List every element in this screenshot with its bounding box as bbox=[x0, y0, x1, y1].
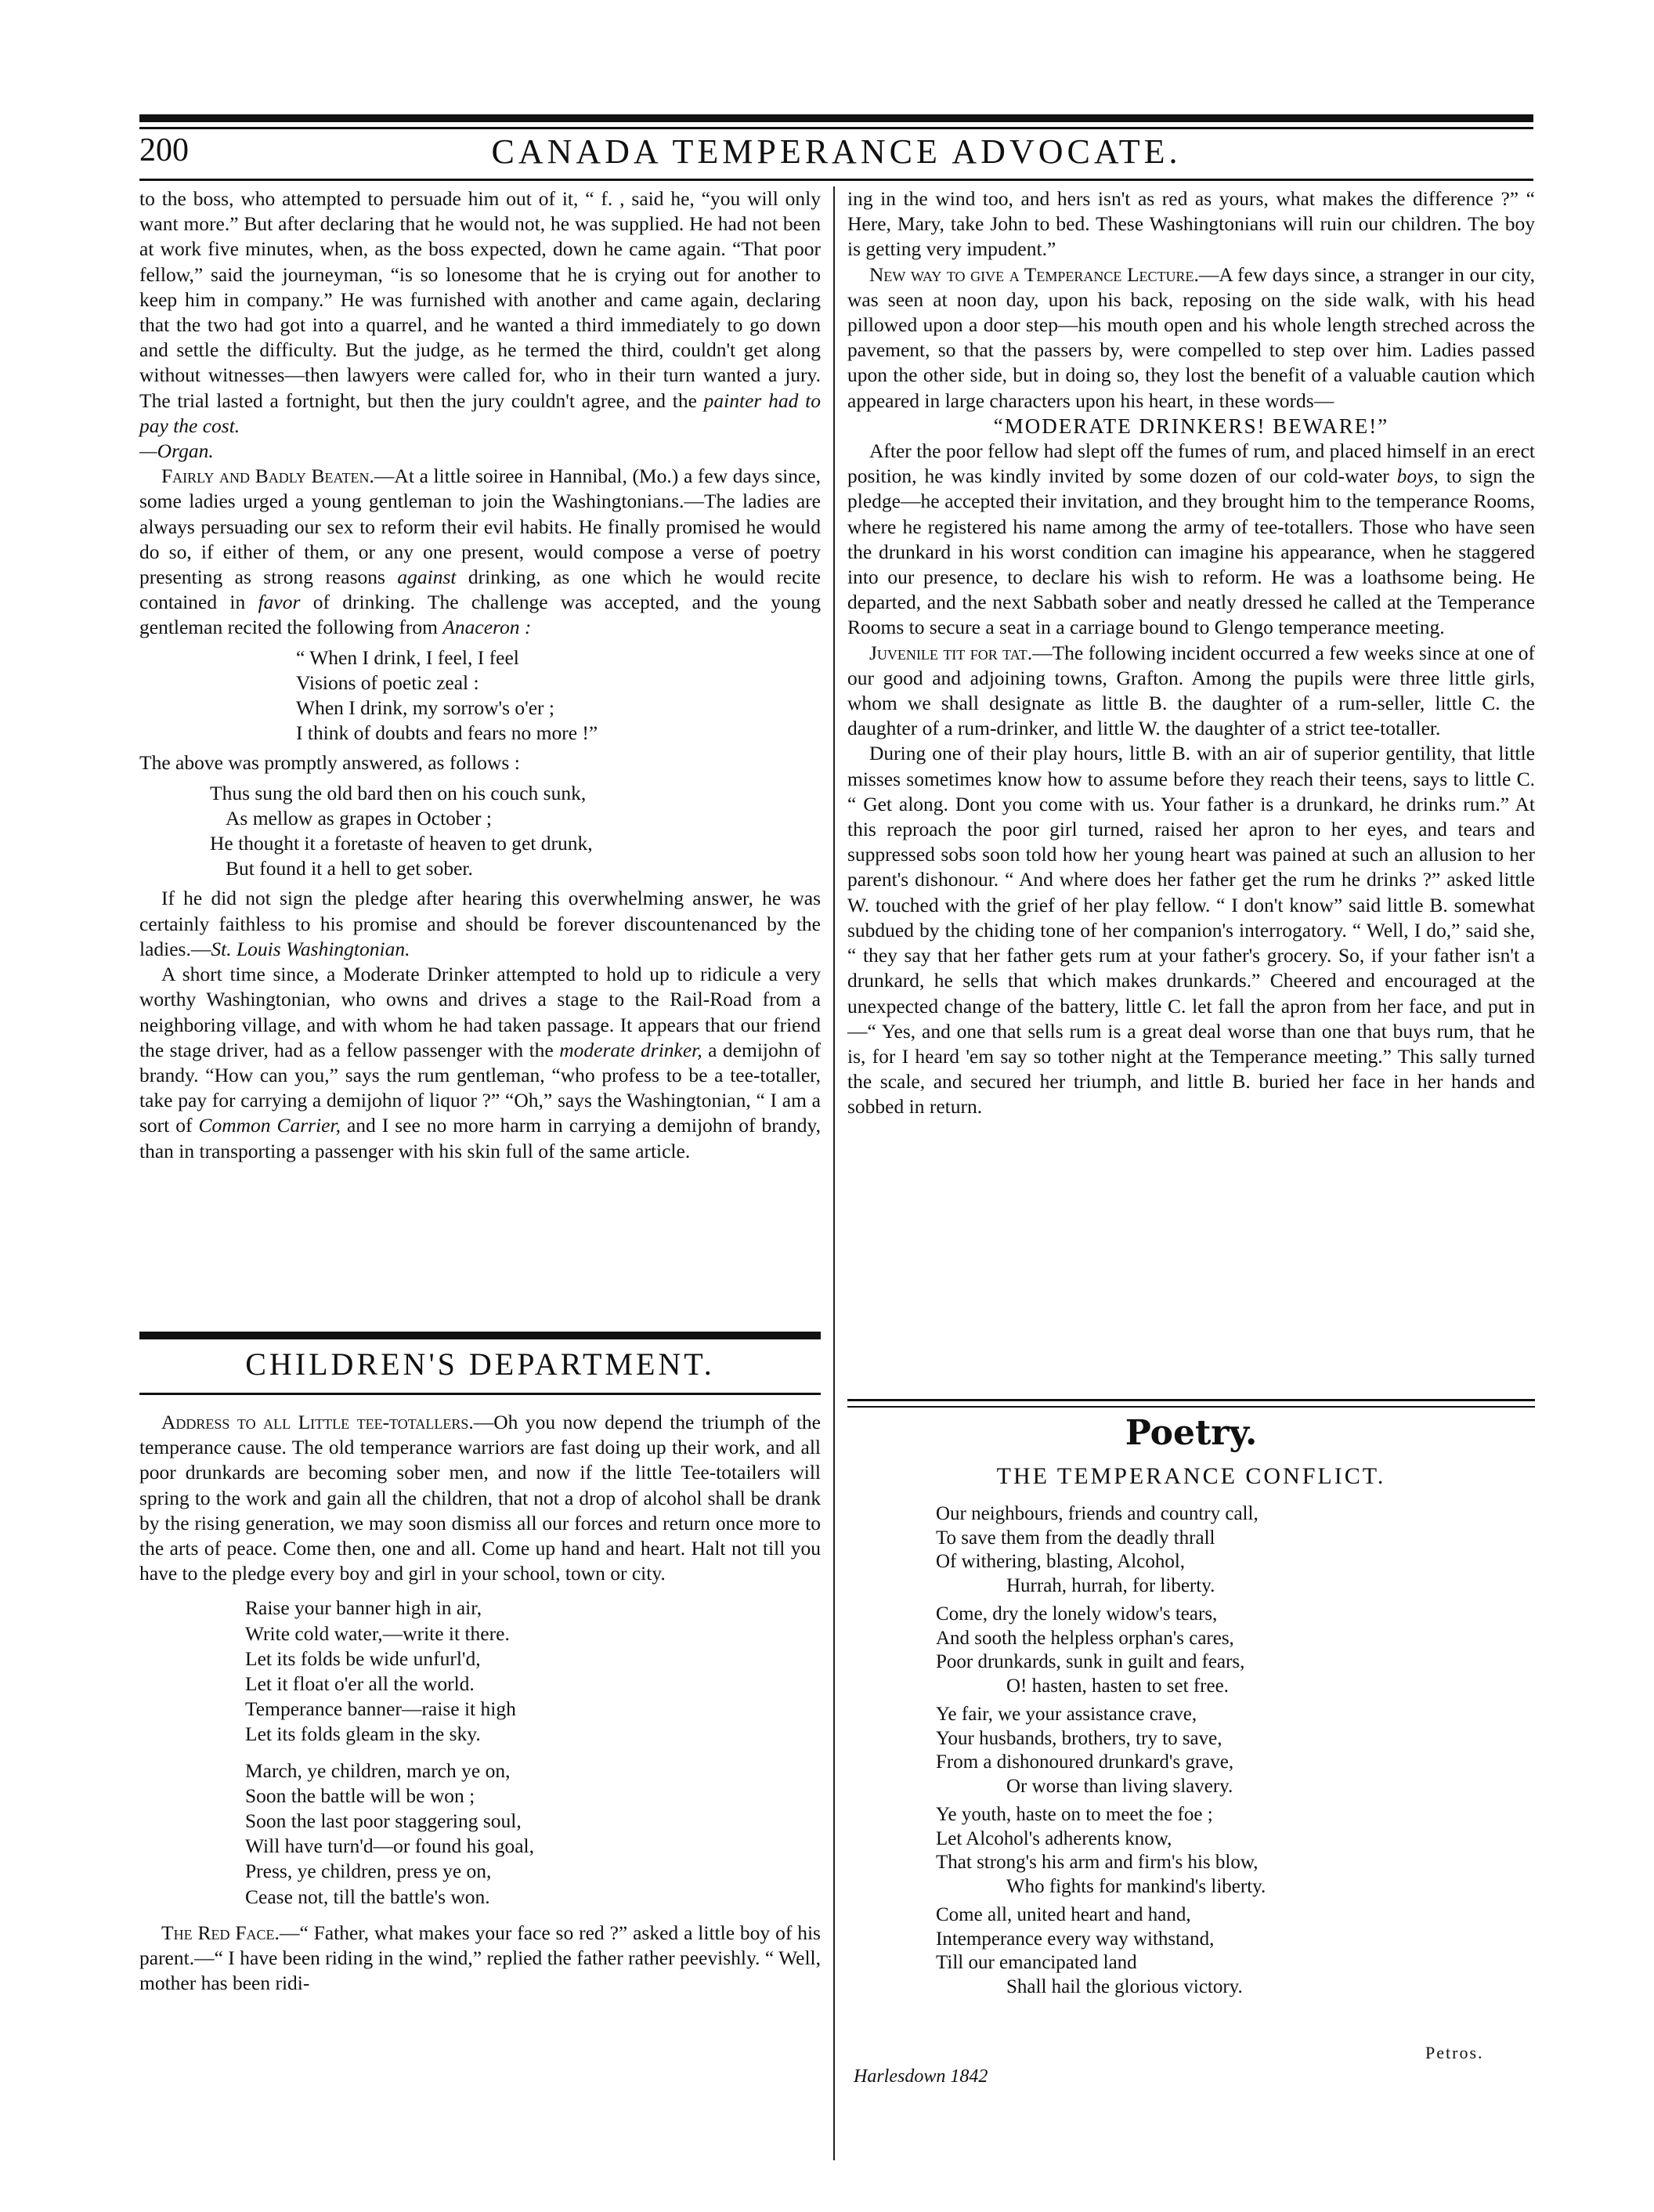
article-emphasis: painter had to pay the cost. bbox=[139, 389, 821, 437]
verse-line: “ When I drink, I feel, I feel bbox=[296, 645, 519, 669]
warning-heading: “MODERATE DRINKERS! BEWARE!” bbox=[993, 414, 1389, 438]
childrens-department-title: CHILDREN'S DEPARTMENT. bbox=[245, 1346, 715, 1382]
article-text: —“ Father, what makes your face so red ?” asked a little boy of his parent.—“ I have been riding in the wind,” replied the father rather peevishly. “ Well, mother has been ridi- bbox=[139, 1921, 821, 1995]
verse-line: Come, dry the lonely widow's tears, bbox=[936, 1603, 1218, 1625]
article-text: —At a little soiree in Hannibal, (Mo.) a few days since, some ladies urged a young gentleman to join the Washingtonians.—The ladies are always persuading our sex to reform their evil habits. He finally promised he would do so, if either of them, or any one present, would compose a verse of poetry presenting as strong reasons bbox=[139, 464, 821, 589]
article-text: ing in the wind too, and hers isn't as red as yours, what makes the difference ?” “ Here, Mary, take John to bed. These Washingtonians will ruin our children. The boy is getting very impudent.” bbox=[847, 187, 1535, 261]
poem-place-date: Harlesdown 1842 bbox=[854, 2066, 988, 2087]
article-text: During one of their play hours, little B. with an air of superior gentility, that little misses sometimes know how to assume before they reach their teens, says to little C. “ Get along. Dont you come with us. Your father is a drunkard, he drinks rum.” At this reproach the poor girl turned, raised her apron to her eyes, and tears and suppressed sobs soon told how her young heart was pained at such an allusion to her parent's dishonour. “ And where does her father get the rum he drinks ?” asked little W. touched with the grief of her play fellow. “ I don't know” said little B. somewhat subdued by the chiding tone of her companion's interrogatory. “ Well, I do,” said she, “ they say that her father gets rum at your father's grocery. So, if your father isn't a drunkard, he sells that which makes drunkards.” Cheered and encouraged at the unexpected change of the battery, little C. let fall the apron from her face, and put in—“ Yes, and one that sells rum is a great deal worse than one that buys rum, that he is, for I heard 'em say so tother night at the Temperance meeting.” This sally turned the scale, and secured her triumph, and little B. buried her face in her hands and sobbed in return. bbox=[847, 742, 1535, 1119]
verse-line: And sooth the helpless orphan's cares, bbox=[936, 1627, 1234, 1649]
masthead-title: CANADA TEMPERANCE ADVOCATE. bbox=[491, 132, 1182, 171]
column-divider bbox=[833, 186, 835, 2160]
verse-line: Poor drunkards, sunk in guilt and fears, bbox=[936, 1651, 1245, 1672]
verse-line: Temperance banner—raise it high bbox=[245, 1697, 516, 1721]
article-text: of drinking. The challenge was accepted, and the young gentleman recited the following from bbox=[139, 591, 821, 639]
article-text: The above was promptly answered, as follows : bbox=[139, 751, 520, 775]
verse-line: Cease not, till the battle's won. bbox=[245, 1885, 490, 1908]
verse-line: Till our emancipated land bbox=[936, 1952, 1137, 1973]
poem-stanza bbox=[936, 1803, 1531, 1899]
poem-body bbox=[936, 1498, 1531, 2004]
verse-line: Raise your banner high in air, bbox=[245, 1596, 482, 1620]
article-continuation bbox=[139, 186, 821, 464]
verse-line: To save them from the deadly thrall bbox=[936, 1527, 1215, 1549]
verse-line: O! hasten, hasten to set free. bbox=[1006, 1675, 1229, 1697]
verse-line: From a dishonoured drunkard's grave, bbox=[936, 1751, 1234, 1773]
article-reform bbox=[847, 439, 1535, 641]
verse-line: When I drink, my sorrow's o'er ; bbox=[296, 696, 554, 720]
article-text: A short time since, a Moderate Drinker attempted to hold up to ridicule a very worthy Washingtonian, who owns and drives a stage to the Rail-Road from a neighboring village, and with whom he had taken passage. It appears that our friend the stage driver, had as a fellow passenger with the bbox=[139, 963, 821, 1061]
poem-stanza bbox=[936, 1703, 1531, 1798]
verse-anaceron bbox=[296, 645, 821, 746]
article-emphasis: Anaceron : bbox=[442, 616, 532, 639]
article-fairly-beaten bbox=[139, 464, 821, 640]
section-rule bbox=[139, 1332, 821, 1339]
page-number: 200 bbox=[139, 132, 189, 168]
article-juvenile bbox=[847, 641, 1535, 742]
article-text: —Oh you now depend the triumph of the temperance cause. The old temperance warriors are fast doing up their work, and all poor drunkards are becoming sober men, and now if the little Tee-totailers will spring to the work and gain all the children, that not a drop of alcohol shall be drank by the rising generation, we may soon dismiss all our forces and return once more to the arts of peace. Come then, one and all. Come up hand and heart. Halt not till you have to the pledge every boy and girl in your school, town or city. bbox=[139, 1411, 821, 1585]
verse-line: Shall hail the glorious victory. bbox=[1006, 1975, 1243, 1997]
article-text: drinking, as one which he would recite contained in bbox=[139, 566, 821, 614]
verse-line: Write cold water,—write it there. bbox=[245, 1621, 510, 1645]
poem-stanza bbox=[936, 1502, 1531, 1598]
header-rule bbox=[139, 179, 1533, 181]
verse-line: That strong's his arm and firm's his blow, bbox=[936, 1852, 1259, 1873]
verse-line: He thought it a foretaste of heaven to get drunk, bbox=[210, 832, 593, 855]
top-rule-thin bbox=[139, 127, 1533, 129]
verse-line: Of withering, blasting, Alcohol, bbox=[936, 1551, 1186, 1572]
article-text: After the poor fellow had slept off the fumes of rum, and placed himself in an erect position, he was kindly invited by some dozen of our cold-water bbox=[847, 439, 1535, 488]
poem-title: THE TEMPERANCE CONFLICT. bbox=[996, 1463, 1386, 1489]
page-header bbox=[139, 132, 1533, 177]
article-text: and I see no more harm in carrying a demijohn of brandy, than in transporting a passenger with his skin full of the same article. bbox=[139, 1114, 821, 1162]
verse-line: Come all, united heart and hand, bbox=[936, 1904, 1191, 1925]
verse-line: Intemperance every way withstand, bbox=[936, 1928, 1215, 1950]
article-text: a demijohn of brandy. “How can you,” says the rum gentleman, “who profess to be a tee-totaller, take pay for carrying a demijohn of liquor ?” “Oh,” says the Washingtonian, “ I am a sort of bbox=[139, 1038, 821, 1137]
article-emphasis: favor bbox=[258, 591, 301, 614]
verse-line: But found it a hell to get sober. bbox=[226, 857, 473, 880]
verse-line: Or worse than living slavery. bbox=[1006, 1775, 1233, 1797]
verse-line: Will have turn'd—or found his goal, bbox=[245, 1834, 535, 1858]
left-column bbox=[139, 186, 821, 1164]
article-emphasis: against bbox=[397, 566, 457, 589]
section-rule-thin bbox=[847, 1399, 1535, 1401]
verse-line: Ye youth, haste on to meet the foe ; bbox=[936, 1804, 1213, 1825]
article-red-face bbox=[139, 1921, 821, 1997]
article-temperance-lecture bbox=[847, 262, 1535, 414]
verse-line: Let its folds gleam in the sky. bbox=[245, 1722, 481, 1746]
article-headline: Fairly and Badly Beaten. bbox=[161, 464, 374, 488]
article-moderate-drinker bbox=[139, 962, 821, 1164]
verse-answer bbox=[210, 781, 821, 882]
verse-line: Let Alcohol's adherents know, bbox=[936, 1827, 1172, 1849]
verse-line: Let it float o'er all the world. bbox=[245, 1672, 475, 1696]
article-text: —A few days since, a stranger in our city, was seen at noon day, upon his back, reposing on the side walk, with his head pillowed upon a door step—his mouth open and his whole length streched across the pavement, so that the passers by, were compelled to step over him. Ladies passed upon the other side, but in doing so, they lost the benefit of a valuable caution which appeared in large characters upon his heart, in these words— bbox=[847, 262, 1535, 412]
verse-line: Your husbands, brothers, try to save, bbox=[936, 1727, 1222, 1749]
article-emphasis: boys, bbox=[1396, 464, 1439, 488]
verse-line: Let its folds be wide unfurl'd, bbox=[245, 1646, 481, 1670]
section-rule-thin bbox=[139, 1393, 821, 1395]
section-rule-thin bbox=[847, 1406, 1535, 1408]
verse-line: Soon the battle will be won ; bbox=[245, 1784, 475, 1807]
verse-line: Visions of poetic zeal : bbox=[296, 670, 479, 694]
verse-march bbox=[245, 1758, 821, 1910]
poem-signature: Petros. bbox=[1425, 2043, 1484, 2062]
article-headline: New way to give a Temperance Lecture. bbox=[869, 262, 1199, 286]
top-rule bbox=[139, 114, 1533, 122]
article-text: to sign the pledge—he accepted their invitation, and they brought him to the temperance Rooms, where he registered his name among the army of tee-totallers. Those who have seen the drunkard in his worst condition can imagine his appearance, when he staggered into our presence, to declare his wish to reform. He was a loathsome being. He departed, and the next Sabbath sober and neatly dressed he called at the Temperance Rooms to secure a seat in a carriage bound to Glengo temperance meeting. bbox=[847, 464, 1535, 639]
poem-stanza bbox=[936, 1603, 1531, 1698]
article-headline: Juvenile tit for tat. bbox=[869, 641, 1033, 664]
article-emphasis: moderate drinker, bbox=[559, 1038, 702, 1061]
article-text: —The following incident occurred a few weeks since at one of our good and adjoining towns, Grafton. Among the pupils were three little girls, whom we shall designate as little B. the daughter of a rum-seller, little C. the daughter of a rum-drinker, and little W. the daughter of a strict tee-totaller. bbox=[847, 641, 1535, 740]
right-column bbox=[847, 186, 1535, 1120]
article-source: —Organ. bbox=[139, 439, 214, 463]
verse-line: I think of doubts and fears no more !” bbox=[296, 721, 598, 745]
verse-line: Thus sung the old bard then on his couch sunk, bbox=[210, 781, 587, 804]
poetry-section-title: Poetry. bbox=[1125, 1413, 1258, 1453]
verse-line: Hurrah, hurrah, for liberty. bbox=[1006, 1574, 1215, 1596]
article-address bbox=[139, 1410, 821, 1586]
verse-line: Press, ye children, press ye on, bbox=[245, 1860, 492, 1883]
verse-banner bbox=[245, 1596, 821, 1747]
verse-line: Soon the last poor staggering soul, bbox=[245, 1809, 522, 1833]
article-headline: Address to all Little tee-totallers. bbox=[161, 1411, 474, 1433]
article-text: to the boss, who attempted to persuade him out of it, “ f. , said he, “you will only want more.” But after declaring that he would not, he was supplied. He had not been at work five minutes, when, as the boss expected, down he came again. “That poor fellow,” said the journeyman, “is so lonesome that he is crying out for another to keep him in company.” He was furnished with another and came again, declaring that the two had got into a quarrel, and he wanted a third immediately to go down and settle the difficulty. But the judge, as he termed the third, couldn't get along without witnesses—then lawyers were called for, who in their turn wanted a jury. The trial lasted a fortnight, but then the jury couldn't agree, and the bbox=[139, 187, 821, 412]
childrens-column bbox=[139, 1410, 821, 1996]
article-source: St. Louis Washingtonian. bbox=[211, 937, 410, 960]
verse-line: Our neighbours, friends and country call, bbox=[936, 1503, 1259, 1524]
article-headline: The Red Face. bbox=[161, 1921, 280, 1944]
verse-line: March, ye children, march ye on, bbox=[245, 1758, 511, 1782]
article-emphasis: Common Carrier, bbox=[198, 1114, 341, 1137]
verse-line: Ye fair, we your assistance crave, bbox=[936, 1704, 1197, 1725]
article-pledge bbox=[139, 886, 821, 962]
verse-line: As mellow as grapes in October ; bbox=[226, 806, 492, 830]
article-text: If he did not sign the pledge after hearing this overwhelming answer, he was certainly faithless to his promise and should be forever discountenanced by the ladies.— bbox=[139, 887, 821, 960]
verse-line: Who fights for mankind's liberty. bbox=[1006, 1875, 1266, 1897]
poem-stanza bbox=[936, 1903, 1531, 1999]
